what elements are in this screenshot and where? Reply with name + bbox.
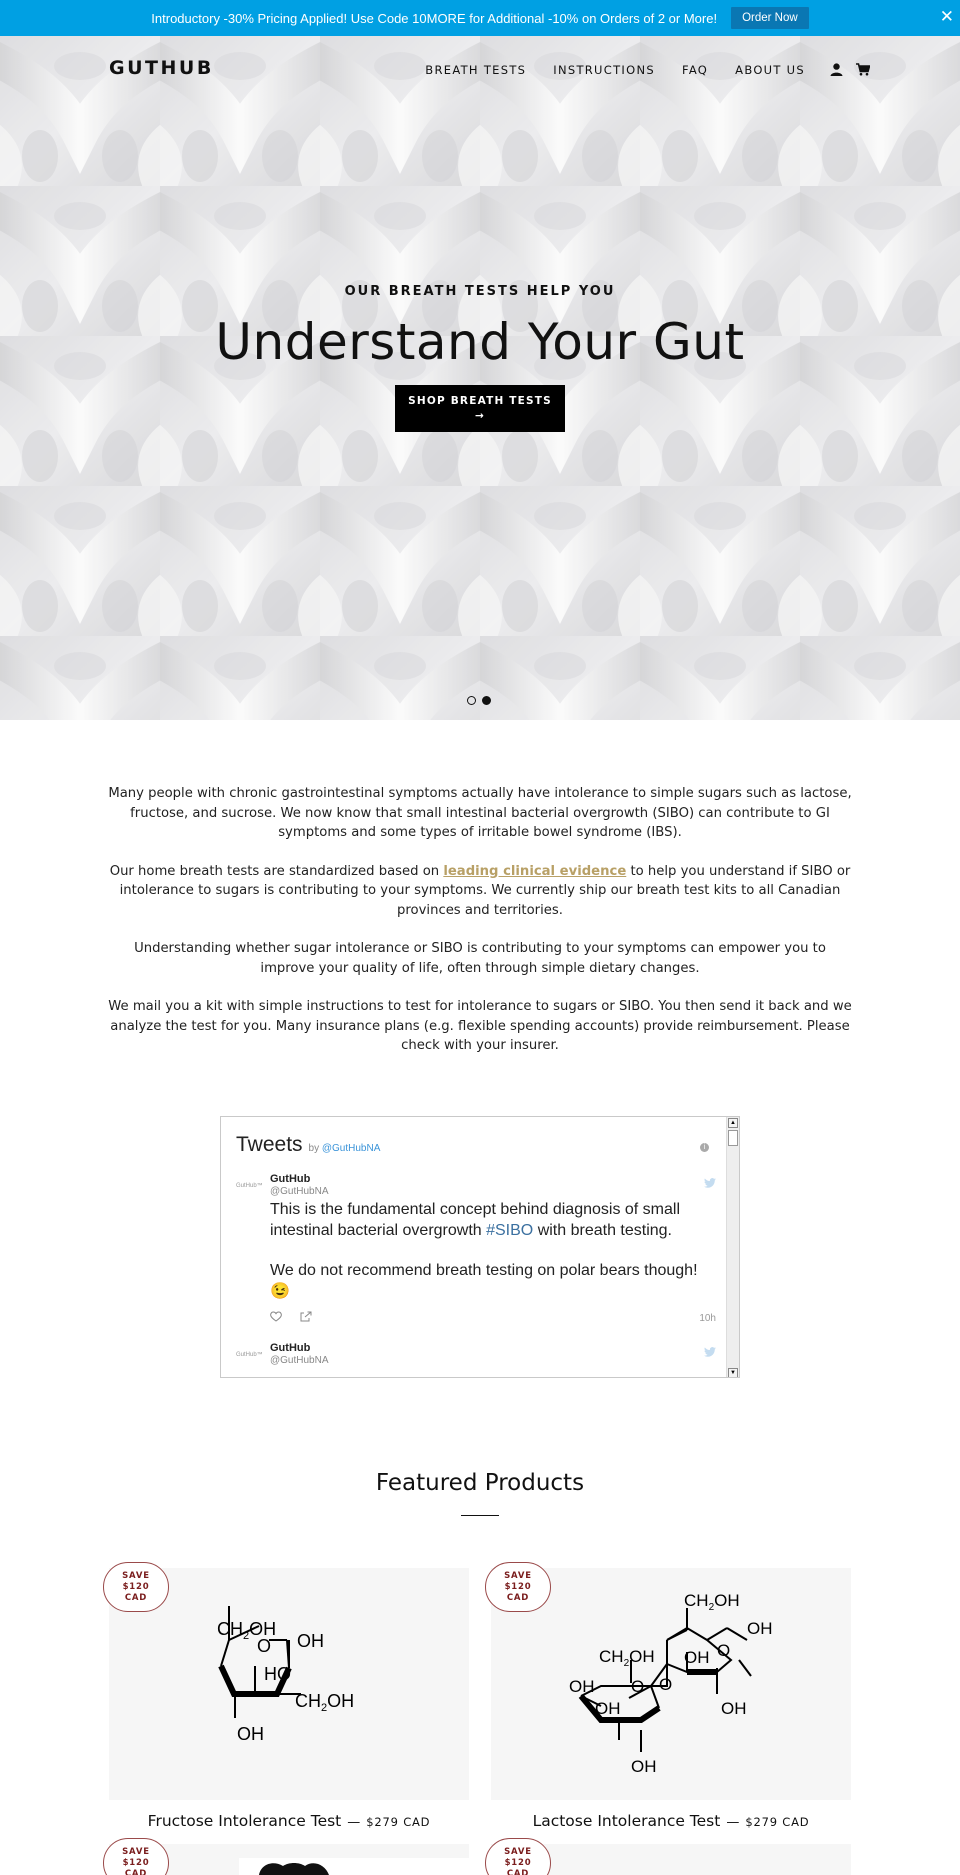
- close-icon[interactable]: ✕: [939, 7, 954, 27]
- svg-text:OH: OH: [297, 1631, 324, 1651]
- shop-breath-tests-button[interactable]: [395, 385, 565, 432]
- twitter-bird-icon[interactable]: [704, 1344, 716, 1362]
- caption-dash: —: [347, 1815, 361, 1830]
- badge-line: $120: [122, 1858, 150, 1868]
- scroll-up-arrow-icon[interactable]: ▲: [728, 1118, 738, 1128]
- svg-text:CH2OH: $CH_2OH$: [684, 1591, 740, 1613]
- nav-about-us[interactable]: ABOUT US: [735, 62, 805, 77]
- tweet-author-name[interactable]: GutHub: [270, 1173, 311, 1185]
- badge-line: SAVE: [504, 1571, 532, 1581]
- svg-text:O: O: [659, 1675, 673, 1694]
- announcement-text: Introductory -30% Pricing Applied! Use Code 10MORE for Additional -10% on Orders of 2 or More!: [151, 10, 718, 26]
- slide-dot-1[interactable]: [467, 696, 476, 705]
- clinical-evidence-link[interactable]: leading clinical evidence: [443, 863, 627, 879]
- badge-line: CAD: [506, 1869, 530, 1875]
- svg-text:OH: OH: [631, 1757, 657, 1776]
- tweet-author-name[interactable]: GutHub: [270, 1342, 311, 1354]
- badge-line: $120: [504, 1582, 532, 1592]
- tweet-author-handle[interactable]: @GutHubNA: [270, 1186, 329, 1197]
- save-badge: [103, 1838, 169, 1875]
- hero-title: Understand Your Gut: [215, 313, 745, 371]
- main-nav: [398, 62, 870, 77]
- tweet-avatar[interactable]: GutHub™: [236, 1352, 263, 1358]
- tweet-avatar[interactable]: GutHub™: [236, 1183, 263, 1189]
- tweet-text: [270, 1200, 710, 1302]
- slide-dot-2[interactable]: [482, 696, 491, 705]
- product-price: $279 CAD: [366, 1815, 431, 1829]
- tweet-actions: [270, 1309, 312, 1327]
- tweet-text-part: with breath testing.: [533, 1221, 672, 1239]
- save-badge: [485, 1838, 551, 1875]
- badge-line: CAD: [124, 1593, 148, 1603]
- intro-section: [108, 784, 852, 1075]
- announcement-bar: [0, 0, 960, 36]
- save-badge: [103, 1562, 169, 1612]
- scroll-down-arrow-icon[interactable]: ▼: [728, 1368, 738, 1378]
- shop-button-label: SHOP BREATH TESTS: [408, 395, 552, 407]
- tweet-author-handle[interactable]: @GutHubNA: [270, 1355, 329, 1366]
- hero-slideshow: [0, 36, 960, 720]
- svg-text:OH: OH: [684, 1648, 710, 1667]
- title-divider: [461, 1515, 499, 1516]
- badge-line: SAVE: [122, 1571, 150, 1581]
- badge-line: CAD: [506, 1593, 530, 1603]
- intro-paragraph-1: Many people with chronic gastrointestinal symptoms actually have intolerance to simple sugars such as lactose, fructose, and sucrose. We now know that small intestinal bacterial overgrowth (SIBO) can contribute to GI symptoms and some types of irritable bowel syndrome (IBS).: [108, 786, 852, 840]
- cart-icon[interactable]: [855, 62, 870, 77]
- order-now-button[interactable]: Order Now: [731, 7, 809, 29]
- intro-paragraph-2: [108, 862, 852, 921]
- arrow-right-icon: →: [475, 410, 485, 422]
- svg-text:OH: OH: [237, 1724, 264, 1744]
- product-price: $279 CAD: [745, 1815, 810, 1829]
- svg-text:HO: HO: [264, 1664, 291, 1684]
- intro-p2-text-end: to help you understand if SIBO or intolerance to sugars is contributing to your symptoms. We currently ship our breath test kits to all Canadian provinces and territories.: [119, 863, 851, 918]
- badge-line: $120: [122, 1582, 150, 1592]
- intro-paragraph-4: We mail you a kit with simple instructions to test for intolerance to sugars or SIBO. You then send it back and we analyze the test for you. Many insurance plans (e.g. flexible spending accounts) provide reimbursement. Please check with your insurer.: [108, 999, 852, 1053]
- intro-paragraph-3: Understanding whether sugar intolerance or SIBO is contributing to your symptoms can empower you to improve your quality of life, often through simple dietary changes.: [134, 941, 826, 976]
- badge-line: $120: [504, 1858, 532, 1868]
- nav-instructions[interactable]: INSTRUCTIONS: [553, 62, 655, 77]
- tweet-text-part: This is the fundamental concept behind diagnosis of small intestinal bacterial overgrowth: [270, 1201, 681, 1239]
- product-name[interactable]: Lactose Intolerance Test: [532, 1812, 721, 1830]
- like-heart-icon[interactable]: [270, 1309, 282, 1327]
- twitter-bird-icon[interactable]: [704, 1175, 716, 1193]
- tweets-by: [309, 1143, 381, 1154]
- svg-text:O: O: [717, 1641, 731, 1660]
- tweets-title: Tweets: [236, 1133, 303, 1156]
- intro-p2-text: Our home breath tests are standardized based on: [109, 863, 444, 879]
- product-name[interactable]: Fructose Intolerance Test: [147, 1812, 342, 1830]
- hero-kicker: OUR BREATH TESTS HELP YOU: [344, 284, 616, 299]
- svg-text:O: O: [257, 1636, 272, 1656]
- product-illustration: [249, 1860, 339, 1875]
- svg-text:O: O: [631, 1677, 645, 1696]
- slide-dots: [467, 696, 491, 705]
- tweets-header: [236, 1133, 380, 1157]
- tweet-timestamp[interactable]: 10h: [699, 1313, 716, 1324]
- nav-faq[interactable]: FAQ: [681, 62, 709, 77]
- badge-line: SAVE: [504, 1847, 532, 1857]
- twitter-timeline[interactable]: [220, 1116, 740, 1378]
- badge-line: CAD: [124, 1869, 148, 1875]
- tweets-scrollbar[interactable]: [726, 1117, 739, 1378]
- scrollbar-thumb[interactable]: [728, 1130, 738, 1146]
- badge-line: SAVE: [122, 1847, 150, 1857]
- product-caption[interactable]: [491, 1812, 851, 1830]
- svg-text:CH2OH: $CH_2OH$: [217, 1619, 277, 1642]
- caption-dash: —: [726, 1815, 740, 1830]
- tweets-by-label: by: [308, 1143, 320, 1154]
- svg-text:OH: OH: [721, 1699, 747, 1718]
- account-icon[interactable]: [829, 62, 844, 77]
- hashtag-link[interactable]: #SIBO: [486, 1221, 534, 1239]
- tweets-handle-link[interactable]: @GutHubNA: [321, 1143, 381, 1154]
- save-badge: [485, 1562, 551, 1612]
- hero-content: [0, 284, 960, 432]
- site-logo[interactable]: GUTHUB: [109, 57, 214, 79]
- info-icon[interactable]: i: [700, 1143, 709, 1152]
- share-icon[interactable]: [300, 1309, 312, 1327]
- svg-text:OH: OH: [569, 1677, 595, 1696]
- svg-text:CH2OH: $CH_2OH$: [599, 1647, 655, 1669]
- featured-products-title: Featured Products: [375, 1470, 585, 1496]
- product-caption[interactable]: [109, 1812, 469, 1830]
- svg-text:OH: OH: [747, 1619, 773, 1638]
- tweet-text-line-2: We do not recommend breath testing on polar bears though! 😉: [270, 1262, 698, 1300]
- svg-text:OH: OH: [595, 1699, 621, 1718]
- svg-text:CH2OH: $CH_2OH$: [295, 1691, 355, 1714]
- nav-breath-tests[interactable]: BREATH TESTS: [425, 62, 527, 77]
- site-header: [0, 36, 960, 106]
